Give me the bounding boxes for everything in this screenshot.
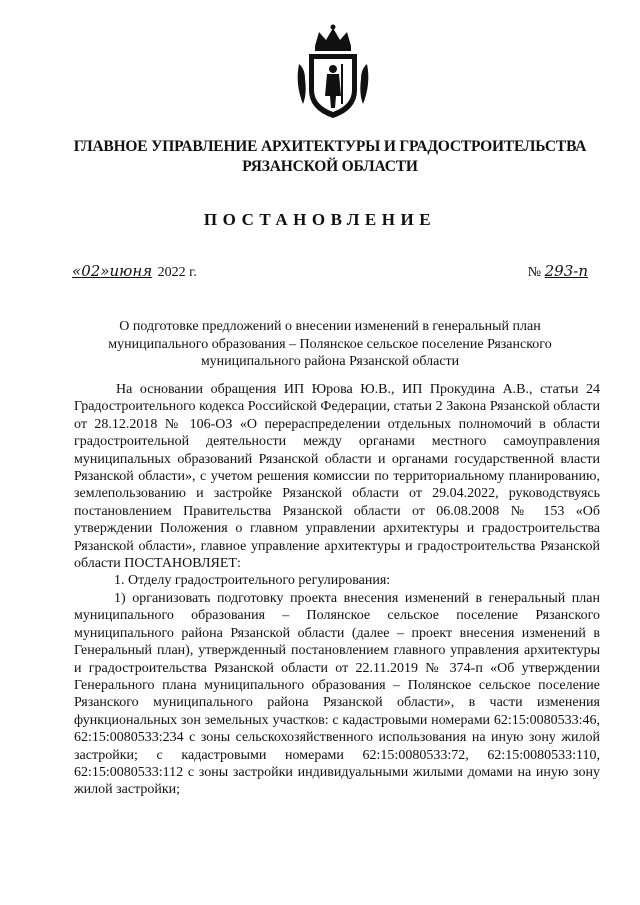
document-type-title: ПОСТАНОВЛЕНИЕ [203,210,437,229]
organization-name-line2: РЯЗАНСКОЙ ОБЛАСТИ [242,158,418,175]
number-prefix: № [527,265,542,280]
organization-name-line1: ГЛАВНОЕ УПРАВЛЕНИЕ АРХИТЕКТУРЫ И ГРАДОСТРОИТЕЛЬСТВА [73,138,587,155]
document-body [74,381,600,799]
item-1-paragraph: 1. Отделу градостроительного регулирования: [114,573,391,589]
document-subject: О подготовке предложений о внесении изменений в генеральный план муниципального образования – Полянское сельское поселение Рязанского муниципального района Рязанской области [108,319,552,369]
document-date [72,262,197,281]
preamble-paragraph: На основании обращения ИП Юрова Ю.В., ИП Прокудина А.В., статьи 24 Градостроительного кодекса Российской Федерации, статьи 2 Закона Рязанской области от 28.12.2018 № 106-ОЗ «О перераспределении отдельных полномочий в области градостроительной деятельности между органами местного самоуправления муниципальных образований Рязанской области и органами государственной власти Рязанской области», с учетом решения комиссии по территориальному планированию, землепользованию и застройке Рязанской области от 29.04.2022, руководствуясь постановлением Правительства Рязанской области от 06.08.2008 № 153 «Об утверждении Положения о главном управлении архитектуры и градостроительства Рязанской области», главное управление архитектуры и градостроительства Рязанской области ПОСТАНОВЛЯЕТ: [74,382,600,572]
coat-of-arms-icon [293,24,373,120]
date-close-quote: » [100,262,110,280]
date-open-quote: « [72,262,82,280]
number-value: 293-п [544,262,588,280]
date-month: июня [109,262,153,280]
document-number [528,262,588,281]
item-1-1-paragraph: 1) организовать подготовку проекта внесения изменений в генеральный план муниципального образования – Полянское сельское поселение Рязанского муниципального района Рязанской области (далее – проект внесения изменений в Генеральный план), утвержденный постановлением главного управления архитектуры и градостроительства Рязанской области от 22.11.2019 № 374-п «Об утверждении Генерального плана муниципального образования – Полянское сельское поселение Рязанского муниципального района Рязанской области», в части изменения функциональных зон земельных участков: с кадастровыми номерами 62:15:0080533:46, 62:15:0080533:234 с зоны сельскохозяйственного использования на иную зону жилой застройки; с кадастровыми номерами 62:15:0080533:72, 62:15:0080533:110, 62:15:0080533:112 с зоны застройки индивидуальными жилыми домами на иную зону жилой застройки; [74,590,600,798]
date-day: 02 [81,262,101,280]
date-year: 2022 г. [157,265,197,280]
